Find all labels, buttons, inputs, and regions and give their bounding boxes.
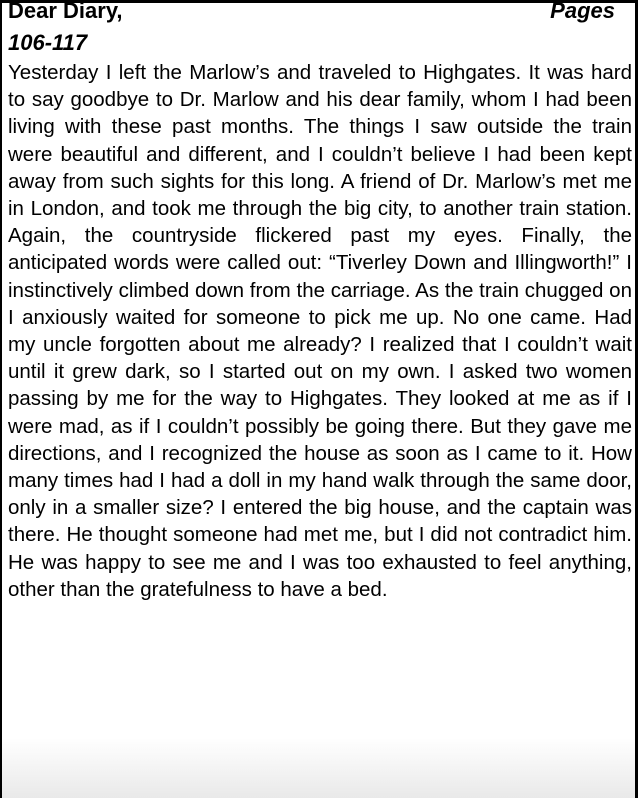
page-bottom-shade (2, 738, 635, 798)
heading-row (8, 0, 615, 27)
diary-title: Dear Diary, (8, 0, 123, 23)
pages-label: Pages (550, 0, 615, 23)
page-range: 106-117 (8, 30, 88, 55)
diary-entry-text: Yesterday I left the Marlow’s and traveled to Highgates. It was hard to say goodbye to Dr. Marlow and his dear family, whom I had been living with these past months. The things I saw outside the train were beautiful and different, and I couldn’t believe I had been kept away from such sights for this long. A friend of Dr. Marlow’s met me in London, and took me through the big city, to another train station. Again, the countryside flickered past my eyes. Finally, the anticipated words were called out: “Tiverley Down and Illingworth!” I instinctively climbed down from the carriage. As the train chugged on I anxiously waited for someone to pick me up. No one came. Had my uncle forgotten about me already? I realized that I couldn’t wait until it grew dark, so I started out on my own. I asked two women passing by me for the way to Highgates. They looked at me as if I were mad, as if I couldn’t possibly be going there. But they gave me directions, and I recognized the house as soon as I came to it. How many times had I had a doll in my hand walk through the same door, only in a smaller size? I entered the big house, and the captain was there. He thought someone had met me, but I did not contradict him. He was happy to see me and I was too exhausted to feel anything, other than the gratefulness to have a bed. (8, 61, 632, 601)
